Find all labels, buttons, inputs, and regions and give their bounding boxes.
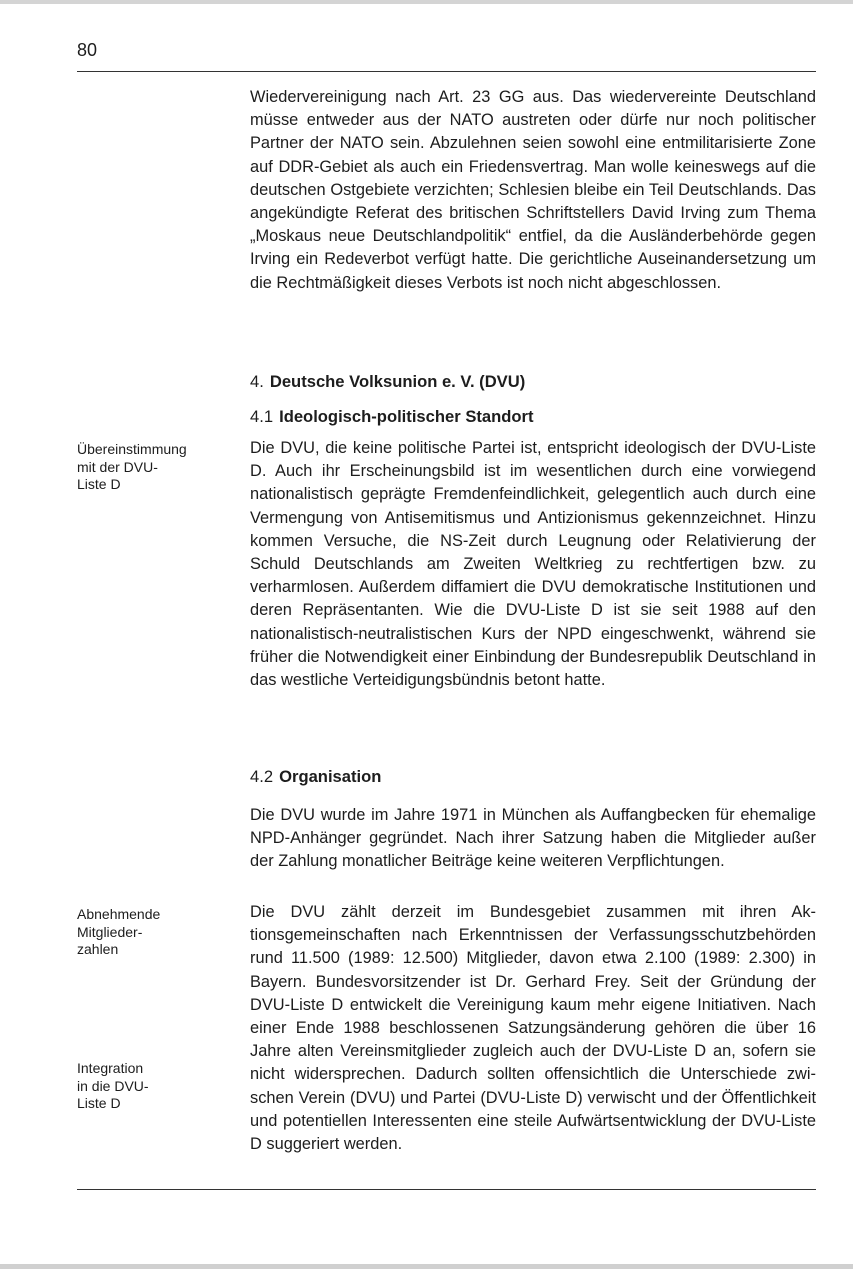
section-heading	[250, 370, 816, 393]
intro-block	[250, 86, 816, 295]
header-rule	[77, 71, 816, 72]
intro-paragraph: Wiedervereinigung nach Art. 23 GG aus. Das wiedervereinte Deutschland müsse entweder aus der NATO austreten oder dürfe nur noch politischer Partner der NATO sein. Abzulehnen seien sowohl eine entmilitarisierte Zone auf DDR-Gebiet als auch ein Friedensvertrag. Man wolle keineswegs auf die deutschen Ostgebiete verzichten; Schlesien bleibe ein Teil Deutschlands. Das angekündigte Referat des britischen Schriftstellers David Irving zum Thema „Moskaus neue Deutschlandpolitik“ entfiel, da die Ausländerbehörde gegen Irving ein Redeverbot verfügt hatte. Die gerichtliche Auseinandersetzung um die Rechtmäßigkeit dieses Verbots ist noch nicht abgeschlossen.	[250, 88, 816, 292]
top-edge-shadow	[0, 0, 853, 4]
subsection-number: 4.1	[250, 407, 274, 426]
section-4-1-heading	[250, 405, 816, 428]
section-number: 4.	[250, 372, 264, 391]
section-4-2-heading	[250, 765, 816, 788]
margin-note-uebereinstimmung: Übereinstimmung mit der DVU- Liste D	[77, 441, 187, 492]
section-4-1-paragraph: Die DVU, die keine politische Partei ist, entspricht ideologisch der DVU-Liste D. Auch ihr Erscheinungsbild ist im wesentlichen durch eine vorwiegend nationalistisch geprägte Fremdenfeindlichkeit, gelegentlich auch durch eine Vermengung von Antisemitismus und Antizionismus gekennzeichnet. Hinzu kommen Versuche, die NS-Zeit durch Leugnung oder Relativierung der Schuld Deutschlands am Zweiten Weltkrieg zu rechtfertigen bzw. zu verharmlosen. Außerdem diffamiert die DVU demokratische Institutionen und deren Repräsentanten. Wie die DVU-Liste D ist sie seit 1988 auf den nationalistisch-neutralistischen Kurs der NPD eingeschwenkt, während sie früher die Notwendigkeit einer Einbindung der Bundesrepublik Deutschland in das westliche Verteidigungsbündnis betont hatte.	[250, 439, 816, 690]
margin-note-integration: Integration in die DVU- Liste D	[77, 1060, 149, 1111]
section-4-heading	[250, 370, 816, 393]
subsection-heading	[250, 765, 816, 788]
section-4-2-body-1	[250, 804, 816, 874]
footer-rule	[77, 1189, 816, 1190]
section-4-2-paragraph-1: Die DVU wurde im Jahre 1971 in München als Auffangbecken für ehemalige NPD-Anhänger gegründet. Nach ihrer Satzung haben die Mitglieder außer der Zahlung monatlicher Beiträge keine weiteren Verpflichtungen.	[250, 806, 816, 871]
subsection-title: Organisation	[279, 767, 382, 786]
section-4-2-body-2	[250, 901, 816, 1156]
section-4-2-paragraph-2: Die DVU zählt derzeit im Bundesgebiet zusammen mit ihren Aktionsgemeinschaften nach Erkenntnissen der Verfassungsschutzbehörden rund 11.500 (1989: 12.500) Mitglieder, davon etwa 2.100 (1989: 2.300) in Bayern. Bundesvorsitzender ist Dr. Gerhard Frey. Seit der Gründung der DVU-Liste D entwickelt die Vereinigung kaum mehr eigene Initiativen. Nach einer Ende 1988 beschlossenen Satzungsänderung gehören die über 16 Jahre alten Vereinsmitglieder zugleich auch der DVU-Liste D an, sofern sie nicht widersprechen. Dadurch sollten offensichtlich die Unterschiede zwischen Verein (DVU) und Partei (DVU-Liste D) verwischt und der Öffentlichkeit und potentiellen Interessenten eine steile Aufwärtsentwicklung der DVU-Liste D suggeriert werden.	[250, 903, 816, 1154]
subsection-heading	[250, 405, 816, 428]
section-4-1-body	[250, 437, 816, 692]
subsection-number: 4.2	[250, 767, 274, 786]
bottom-edge-shadow	[0, 1264, 853, 1269]
section-title: Deutsche Volksunion e. V. (DVU)	[269, 372, 526, 391]
margin-note-abnehmende: Abnehmende Mitglieder- zahlen	[77, 906, 161, 957]
page-number: 80	[77, 40, 98, 60]
subsection-title: Ideologisch-politischer Standort	[279, 407, 534, 426]
